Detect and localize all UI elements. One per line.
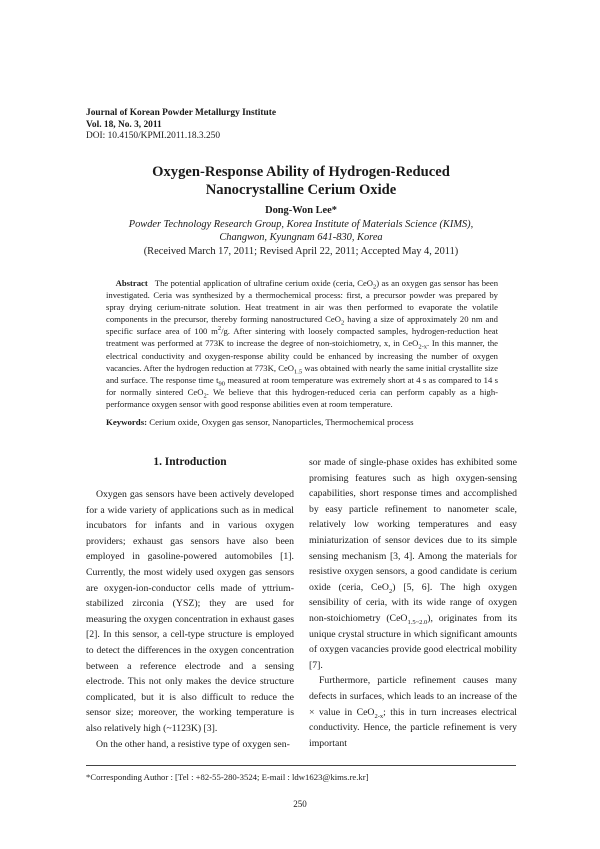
journal-name: Journal of Korean Powder Metallurgy Institute: [86, 108, 277, 118]
received-dates: (Received March 17, 2011; Revised April 22, 2011; Accepted May 4, 2011): [143, 245, 459, 257]
abstract-sub: 1.5: [294, 368, 303, 376]
keywords-text: Cerium oxide, Oxygen gas sensor, Nanoparticles, Thermochemical process: [149, 417, 414, 427]
abstract-text-2: ) as an oxygen gas sensor has been investigated. Ceria was synthesized by a thermochemical process: first, a precursor powder was prepared by spray drying cerium-nitrate solution. Heat treatment in air was then performed to evaporate the volatile components in the precursor, thereby forming nanostructured CeO: [106, 278, 499, 325]
title-line-1: Oxygen-Response Ability of Hydrogen-Reduced: [152, 164, 450, 180]
intro-paragraph-3: [309, 455, 517, 673]
abstract-sub: 90: [218, 380, 225, 388]
column-left: [86, 487, 294, 752]
abstract-sup: 2: [217, 325, 222, 333]
title-line-2: Nanocrystalline Cerium Oxide: [205, 182, 397, 198]
abstract-text-6: was obtained with nearly the same initial crystallite size and surface. The response time t: [106, 362, 498, 385]
keywords: [106, 417, 498, 427]
paragraph-text: ) [5, 6]. The high oxygen sensibility of ceria, with its wide range of oxygen non-stoichiometry (CeO: [309, 581, 518, 624]
footnote: *Corresponding Author : [Tel : +82-55-280-3524; E-mail : ldw1623@kims.re.kr]: [86, 772, 369, 782]
paragraph-text: Furthermore, particle refinement causes many defects in surfaces, which leads to an increase of the × value in CeO: [309, 675, 517, 718]
abstract-sub: 2: [203, 392, 207, 400]
affiliation-line-1: Powder Technology Research Group, Korea Institute of Materials Science (KIMS),: [128, 218, 474, 230]
abstract-text-3: having a size of approximately 20 nm and specific surface area of 100 m: [106, 314, 498, 337]
page-number: 250: [293, 799, 307, 809]
footnote-rule: [86, 765, 516, 766]
affiliation-line-2: Changwon, Kyungnam 641-830, Korea: [219, 232, 383, 243]
journal-volume: Vol. 18, No. 3, 2011: [86, 119, 162, 130]
author-name: Dong-Won Lee*: [265, 205, 337, 216]
abstract-sub: 2: [340, 320, 345, 327]
paragraph-text: ; this in turn increases electrical conductivity. Hence, the particle refinement is very important: [309, 706, 517, 749]
abstract-text-4: /g. After sintering with loosely compacted samples, hydrogen-reduction heat treatment was performed at 773K to increase the degree of non-stoichiometry, x, in CeO: [106, 326, 499, 349]
intro-paragraph-1: Oxygen gas sensors have been actively developed for a wide variety of applications such as in medical incubators for infants and in various oxygen providers; exhaust gas sensors have also been employed in gasoline-powered automobiles [1]. Currently, the most widely used oxygen gas sensors are oxygen-ion-conductor cells made of yttrium-stabilized zirconia (YSZ); they are used for measuring the oxygen concentration in exhaust gases [2]. In this sensor, a cell-type structure is employed to detect the differences in the oxygen concentration between a reference electrode and a sensing electrode. This not only makes the device structure complicated, but it is also difficult to reduce the sensor size; moreover, the working temperature is also relatively high (~1123K) [3].: [86, 489, 294, 734]
intro-paragraph-4: [309, 673, 517, 751]
doi: DOI: 10.4150/KPMI.2011.18.3.250: [86, 131, 221, 141]
column-right: [309, 455, 517, 751]
keywords-label: Keywords:: [106, 417, 148, 427]
abstract-text-1: The potential application of ultrafine cerium oxide (ceria, CeO: [154, 278, 374, 288]
abstract: [106, 277, 498, 410]
abstract-label: Abstract: [115, 278, 148, 288]
paragraph-sub: 1.5~2.0: [407, 618, 428, 626]
abstract-sub: 2: [373, 283, 377, 291]
paper-title: [60, 163, 542, 199]
paragraph-text: ), originates from its unique crystal structure in which significant amounts of oxygen vacancies provide good electrical mobility [7].: [309, 612, 517, 671]
journal-header: [86, 108, 276, 143]
author-block: [60, 204, 542, 258]
abstract-text-8: . We believe that this hydrogen-reduced ceria can perform capably as a high-performance oxygen sensor with good response abilities even at room temperature.: [106, 386, 499, 409]
abstract-text-5: . In this manner, the electrical conductivity and oxygen-response ability could be enhanced by increasing the number of oxygen vacancies. After the hydrogen reduction at 773K, CeO: [106, 338, 498, 373]
paragraph-sub: 2-x: [374, 712, 384, 720]
abstract-text-7: measured at room temperature was extremely short at 4 s as compared to 14 s for normally sintered CeO: [106, 374, 498, 397]
paragraph-text: sor made of single-phase oxides has exhibited some promising features such as high oxygen-sensing capabilities, short response times and accomplished by easy particle refinement to nanometer scale, relatively low working temperatures and easy miniaturization of sensor devices due to its simple sensing mechanism [3, 4]. Among the materials for resistive oxygen sensors, a good candidate is cerium oxide (ceria, CeO: [309, 457, 517, 593]
intro-paragraph-2: On the other hand, a resistive type of oxygen sen-: [96, 738, 290, 750]
section-heading: 1. Introduction: [153, 456, 227, 468]
paragraph-sub: 2: [388, 587, 393, 595]
abstract-sub: 2-x: [418, 344, 428, 352]
